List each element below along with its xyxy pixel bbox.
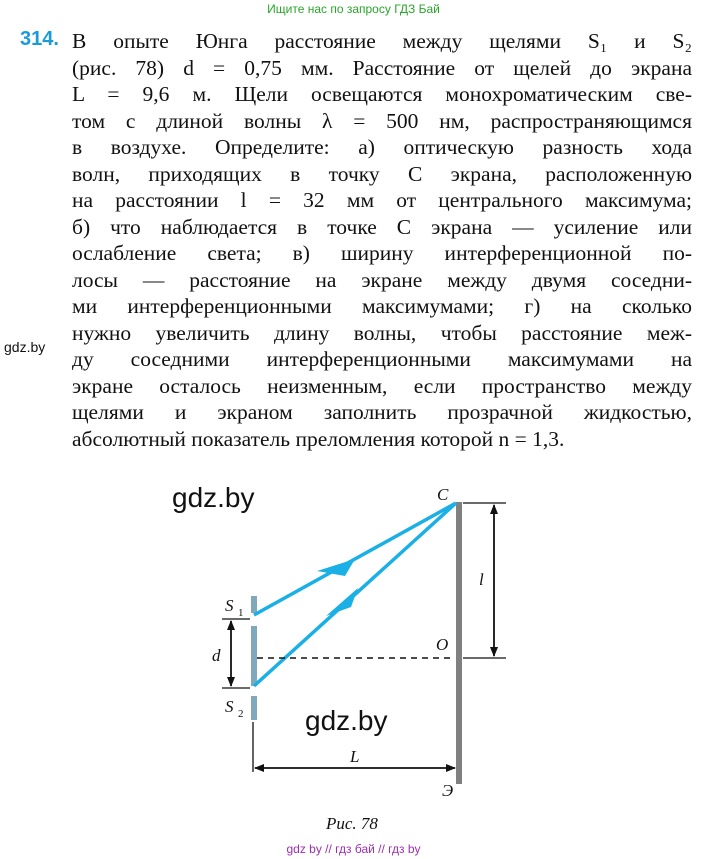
problem-line: (рис. 78) d = 0,75 мм. Расстояние от щелей до экрана (72, 55, 692, 80)
screen-bar (456, 502, 462, 784)
problem-line: ду соседними интерференционными максимумами на (72, 347, 692, 371)
problem-line: щелями и экраном заполнить прозрачной жидкостью, (72, 400, 692, 424)
problem-line: в воздухе. Определите: а) оптическую разность хода (72, 135, 692, 159)
s2-subscript: 2 (238, 708, 244, 720)
slit-middle-piece (251, 626, 257, 686)
problem-line: б) что наблюдается в точке C экрана — усиление или (72, 214, 692, 239)
screen-label: Э (442, 781, 454, 800)
problem-line: волн, приходящих в точку C экрана, расположенную (72, 161, 692, 186)
top-banner[interactable]: Ищите нас по запросу ГДЗ Бай (267, 2, 440, 16)
problem-line: ми интерференционными максимумами; г) на сколько (72, 294, 692, 318)
point-c-label: C (437, 485, 449, 504)
problem-line: экране осталось неизменным, если пространство между (72, 373, 692, 398)
s1-label: S (225, 596, 234, 615)
d-label: d (212, 646, 221, 665)
problem-line: В опыте Юнга расстояние между щелями S₁ и S₂ (72, 29, 692, 53)
problem-line: L = 9,6 м. Щели освещаются монохроматическим све- (72, 82, 692, 106)
young-experiment-diagram (0, 470, 707, 830)
figure-caption: Рис. 78 (326, 814, 378, 830)
problem-line: том с длиной волны λ = 500 нм, распространяющимся (72, 108, 692, 133)
ray-arrowhead-2 (326, 588, 358, 616)
s2-label: S (225, 697, 234, 716)
bottom-banner[interactable]: gdz by // гдз бай // гдз by (286, 842, 421, 856)
s1-subscript: 1 (238, 607, 244, 619)
problem-line: ослабление света; в) ширину интерференционной по- (72, 241, 692, 265)
l-label: l (479, 570, 484, 589)
problem-line: нужно увеличить длину волны, чтобы расстояние меж- (72, 320, 692, 345)
figure-78 (0, 470, 707, 830)
L-label: L (350, 747, 360, 766)
problem-line: лосы — расстояние на экране между двумя соседни- (72, 267, 692, 292)
ray-arrowhead-1 (317, 559, 355, 576)
problem-number: 314. (20, 28, 59, 50)
slit-top-piece (251, 596, 257, 613)
point-o-label: O (436, 635, 449, 654)
problem-text (72, 28, 692, 452)
figure-watermark: gdz.by (305, 705, 388, 736)
problem-line: абсолютный показатель преломления которой n = 1,3. (72, 426, 565, 451)
slit-bottom-piece (251, 696, 257, 720)
figure-watermark: gdz.by (172, 482, 255, 513)
problem-line: на расстоянии l = 32 мм от центрального максимума; (72, 188, 692, 212)
side-watermark: gdz.by (4, 339, 46, 355)
